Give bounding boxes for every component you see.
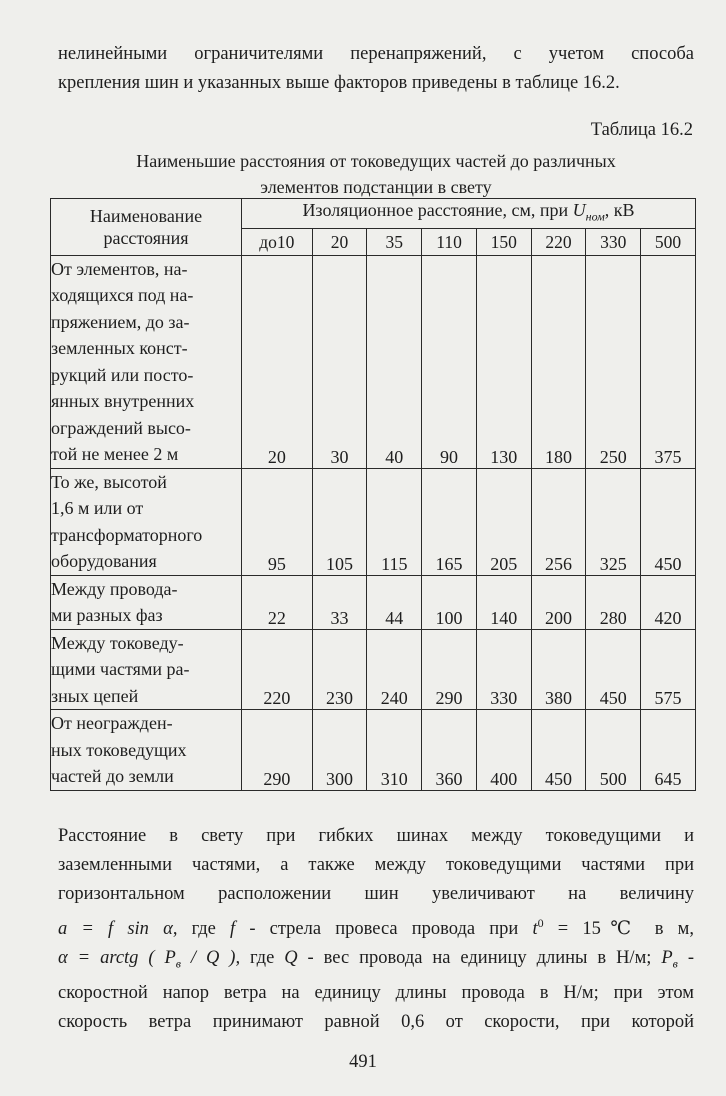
value-cell: 645 xyxy=(641,710,696,791)
value-cell: 330 xyxy=(476,629,531,710)
table-row xyxy=(51,468,696,575)
value-cell: 450 xyxy=(586,629,641,710)
value-cell: 420 xyxy=(641,575,696,629)
body-paragraph xyxy=(58,822,694,1037)
text-line xyxy=(58,944,694,979)
value-cell: 450 xyxy=(531,710,586,791)
row-name-line: ми разных фаз xyxy=(51,605,163,626)
table-body xyxy=(51,255,696,790)
value-cell: 22 xyxy=(242,575,313,629)
value-cell: 360 xyxy=(422,710,477,791)
header-unit: , кВ xyxy=(604,200,635,220)
table-title xyxy=(58,148,694,200)
value-cell: 220 xyxy=(242,629,313,710)
value-cell: 140 xyxy=(476,575,531,629)
value-cell: 310 xyxy=(367,710,422,791)
row-name-line: 1,6 м или от xyxy=(51,498,144,519)
row-name-line: ходящихся под на- xyxy=(51,285,194,306)
value-cell: 290 xyxy=(242,710,313,791)
text-line: горизонтальном расположении шин увеличивают на величину xyxy=(58,884,694,904)
text-line: заземленными частями, а также между токоведущими частями при xyxy=(58,855,694,875)
value-cell: 450 xyxy=(641,468,696,575)
text-fragment: - xyxy=(677,948,694,969)
value-cell: 20 xyxy=(242,255,313,468)
value-cell: 100 xyxy=(422,575,477,629)
value-cell: 500 xyxy=(586,710,641,791)
insulation-distance-header xyxy=(242,199,696,229)
row-name-line: От элементов, на- xyxy=(51,258,188,279)
voltage-header: 500 xyxy=(641,228,696,255)
row-name-line: От неогражден- xyxy=(51,713,173,734)
superscript: 0 xyxy=(537,916,544,930)
row-name-line: ных токоведущих xyxy=(51,739,187,760)
text-line xyxy=(58,909,694,944)
header-text: Изоляционное расстояние, см, при xyxy=(302,200,573,220)
value-cell: 280 xyxy=(586,575,641,629)
value-cell: 33 xyxy=(312,575,367,629)
table-row xyxy=(51,710,696,791)
table-header-row xyxy=(51,199,696,229)
row-name-line: То же, высотой xyxy=(51,471,167,492)
voltage-header: до10 xyxy=(242,228,313,255)
value-cell: 44 xyxy=(367,575,422,629)
text-fragment: - стрела провеса провода при xyxy=(235,919,533,940)
voltage-subscript: ном xyxy=(585,209,605,224)
page-number: 491 xyxy=(349,1052,377,1072)
voltage-header: 150 xyxy=(476,228,531,255)
row-name-line: частей до земли xyxy=(51,766,174,787)
value-cell: 240 xyxy=(367,629,422,710)
text-fragment: где xyxy=(240,948,285,969)
voltage-header: 35 xyxy=(367,228,422,255)
text-fragment: = 15℃ в м, xyxy=(543,919,694,940)
value-cell: 400 xyxy=(476,710,531,791)
row-name-line: оборудования xyxy=(51,551,157,572)
value-cell: 95 xyxy=(242,468,313,575)
value-cell: 375 xyxy=(641,255,696,468)
variable: t xyxy=(532,919,538,940)
formula: α = arctg ( P xyxy=(58,948,176,969)
value-cell: 180 xyxy=(531,255,586,468)
value-cell: 205 xyxy=(476,468,531,575)
voltage-header: 330 xyxy=(586,228,641,255)
row-name-line: пряжением, до за- xyxy=(51,311,190,332)
variable: P xyxy=(661,948,673,969)
table-label: Таблица 16.2 xyxy=(590,120,693,140)
text-line: скоростной напор ветра на единицу длины провода в Н/м; при этом xyxy=(58,982,694,1003)
table-row xyxy=(51,575,696,629)
row-name-line: земленных конст- xyxy=(51,338,188,359)
text-line: Расстояние в свету при гибких шинах между токоведущими и xyxy=(58,826,694,846)
row-name-line: той не менее 2 м xyxy=(51,444,179,465)
value-cell: 290 xyxy=(422,629,477,710)
row-name-cell xyxy=(51,255,242,468)
value-cell: 115 xyxy=(367,468,422,575)
voltage-header: 110 xyxy=(422,228,477,255)
formula: a = f sin α xyxy=(58,919,173,940)
value-cell: 165 xyxy=(422,468,477,575)
voltage-header: 20 xyxy=(312,228,367,255)
table-row xyxy=(51,629,696,710)
text-fragment: - вес провода на единицу длины в Н/м; xyxy=(297,948,662,969)
row-name-line: рукций или посто- xyxy=(51,364,194,385)
subscript: в xyxy=(175,956,181,971)
header-line: расстояния xyxy=(103,227,189,248)
variable: Q xyxy=(284,948,298,969)
value-cell: 40 xyxy=(367,255,422,468)
intro-paragraph xyxy=(58,40,694,98)
row-name-line: щими частями ра- xyxy=(51,659,190,680)
value-cell: 230 xyxy=(312,629,367,710)
value-cell: 256 xyxy=(531,468,586,575)
voltage-header: 220 xyxy=(531,228,586,255)
table-title-line: элементов подстанции в свету xyxy=(260,177,492,197)
row-name-cell xyxy=(51,575,242,629)
row-name-cell xyxy=(51,710,242,791)
value-cell: 30 xyxy=(312,255,367,468)
row-name-line: зных цепей xyxy=(51,685,139,706)
row-name-line: ограждений высо- xyxy=(51,417,191,438)
value-cell: 90 xyxy=(422,255,477,468)
table-row xyxy=(51,255,696,468)
row-name-cell xyxy=(51,468,242,575)
row-name-cell xyxy=(51,629,242,710)
table-title-line: Наименьшие расстояния от токоведущих частей до различных xyxy=(136,151,616,171)
name-column-header xyxy=(51,199,242,256)
value-cell: 105 xyxy=(312,468,367,575)
row-name-line: Между токоведу- xyxy=(51,632,184,653)
value-cell: 250 xyxy=(586,255,641,468)
value-cell: 575 xyxy=(641,629,696,710)
text-line: крепления шин и указанных выше факторов приведены в таблице 16.2. xyxy=(58,73,620,93)
text-line: нелинейными ограничителями перенапряжений, с учетом способа xyxy=(58,44,694,64)
text-fragment: , где xyxy=(172,919,231,940)
row-name-line: Между провода- xyxy=(51,578,178,599)
distance-table xyxy=(50,198,696,791)
value-cell: 300 xyxy=(312,710,367,791)
text-line: скорость ветра принимают равной 0,6 от скорости, при которой xyxy=(58,1011,694,1032)
subscript: в xyxy=(672,956,678,971)
formula: / Q ), xyxy=(180,948,241,969)
value-cell: 380 xyxy=(531,629,586,710)
value-cell: 200 xyxy=(531,575,586,629)
row-name-line: трансформаторного xyxy=(51,524,203,545)
row-name-line: янных внутренних xyxy=(51,391,195,412)
voltage-symbol: U xyxy=(572,200,586,220)
variable: f xyxy=(230,919,236,940)
header-line: Наименование xyxy=(89,205,203,226)
value-cell: 325 xyxy=(586,468,641,575)
value-cell: 130 xyxy=(476,255,531,468)
